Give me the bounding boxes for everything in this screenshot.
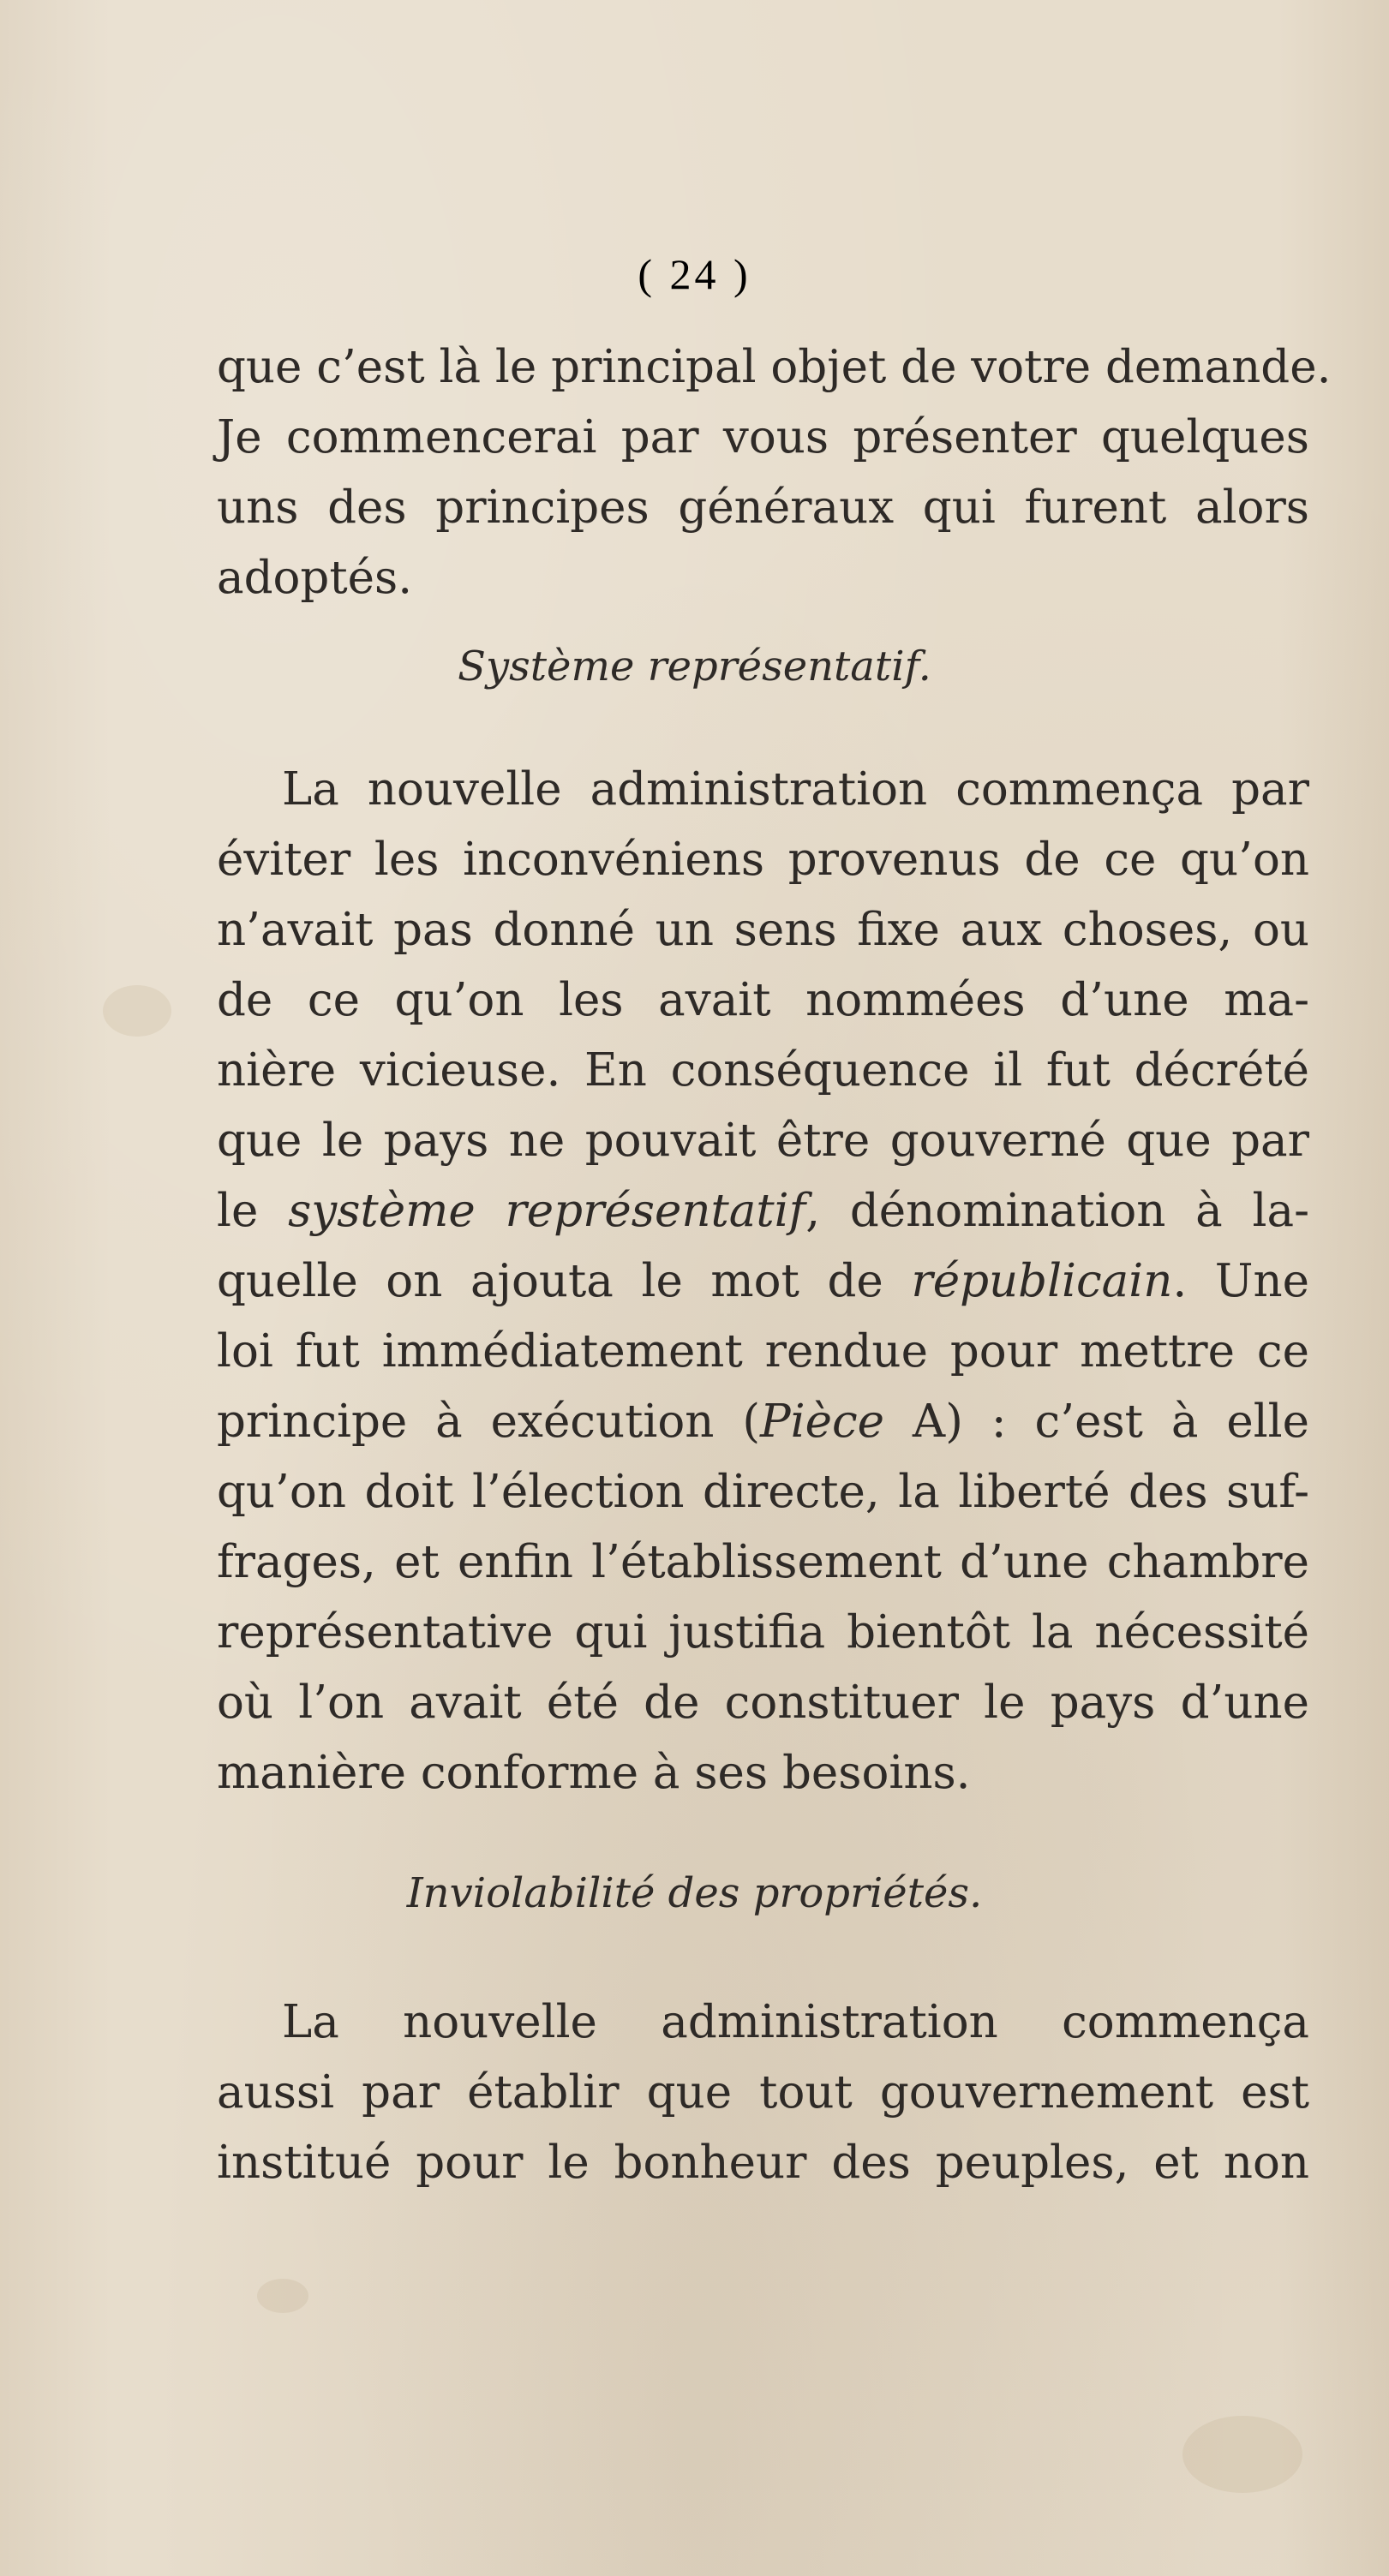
text-line: institué pour le bonheur des peuples, et non bbox=[217, 2137, 1309, 2189]
paragraph-1 bbox=[217, 332, 1332, 613]
paper-stain bbox=[103, 985, 171, 1037]
text-line: manière conforme à ses besoins. bbox=[217, 1747, 971, 1799]
text-line: La nouvelle administration commença bbox=[282, 1996, 1309, 2048]
text-line: loi fut immédiatement rendue pour mettre ce bbox=[217, 1325, 1309, 1378]
text-line: aussi par établir que tout gouvernement est bbox=[217, 2066, 1309, 2119]
text-line: uns des principes généraux qui furent alors bbox=[217, 481, 1309, 534]
text-line: éviter les inconvéniens provenus de ce qu’on bbox=[217, 834, 1309, 886]
text-line: que le pays ne pouvait être gouverné que par bbox=[217, 1115, 1309, 1167]
text-line bbox=[217, 1246, 1309, 1317]
text-line: frages, et enfin l’établissement d’une chambre bbox=[217, 1536, 1309, 1588]
text-line: La nouvelle administration commença par bbox=[282, 763, 1309, 816]
section-heading-systeme-representatif: Système représentatif. bbox=[458, 643, 931, 690]
text-line: de ce qu’on les avait nommées d’une ma- bbox=[217, 974, 1309, 1026]
paragraph-3 bbox=[217, 1987, 1309, 2198]
paper-stain bbox=[1182, 2416, 1302, 2493]
text-segment: quelle on ajouta le mot de bbox=[217, 1255, 912, 1307]
paper-stain bbox=[257, 2279, 308, 2313]
text-segment: . Une bbox=[1172, 1255, 1309, 1307]
text-line: représentative qui justifia bientôt la nécessité bbox=[217, 1606, 1309, 1659]
italic-term: Pièce bbox=[760, 1396, 885, 1448]
text-line bbox=[217, 1387, 1309, 1457]
text-line: n’avait pas donné un sens fixe aux choses, ou bbox=[217, 904, 1309, 956]
section-heading-inviolabilite-des-proprietes: Inviolabilité des propriétés. bbox=[406, 1869, 983, 1917]
paragraph-2 bbox=[217, 755, 1309, 1808]
text-line: Je commencerai par vous présenter quelques bbox=[217, 411, 1309, 463]
italic-term: républicain bbox=[911, 1255, 1173, 1307]
text-segment: , dénomination à la- bbox=[805, 1185, 1309, 1237]
text-segment: principe à exécution ( bbox=[217, 1396, 760, 1448]
text-line bbox=[217, 1176, 1309, 1246]
text-line: nière vicieuse. En conséquence il fut décrété bbox=[217, 1044, 1309, 1097]
text-line: qu’on doit l’élection directe, la liberté des suf- bbox=[217, 1466, 1309, 1518]
page-number: ( 24 ) bbox=[638, 250, 751, 298]
text-line: que c’est là le principal objet de votre demande. bbox=[217, 341, 1332, 393]
text-line: adoptés. bbox=[217, 552, 413, 604]
text-segment: le bbox=[217, 1185, 289, 1237]
text-segment: A) : c’est à elle bbox=[884, 1396, 1309, 1448]
italic-term: système représentatif bbox=[288, 1185, 806, 1237]
text-line: où l’on avait été de constituer le pays d’une bbox=[217, 1676, 1309, 1729]
